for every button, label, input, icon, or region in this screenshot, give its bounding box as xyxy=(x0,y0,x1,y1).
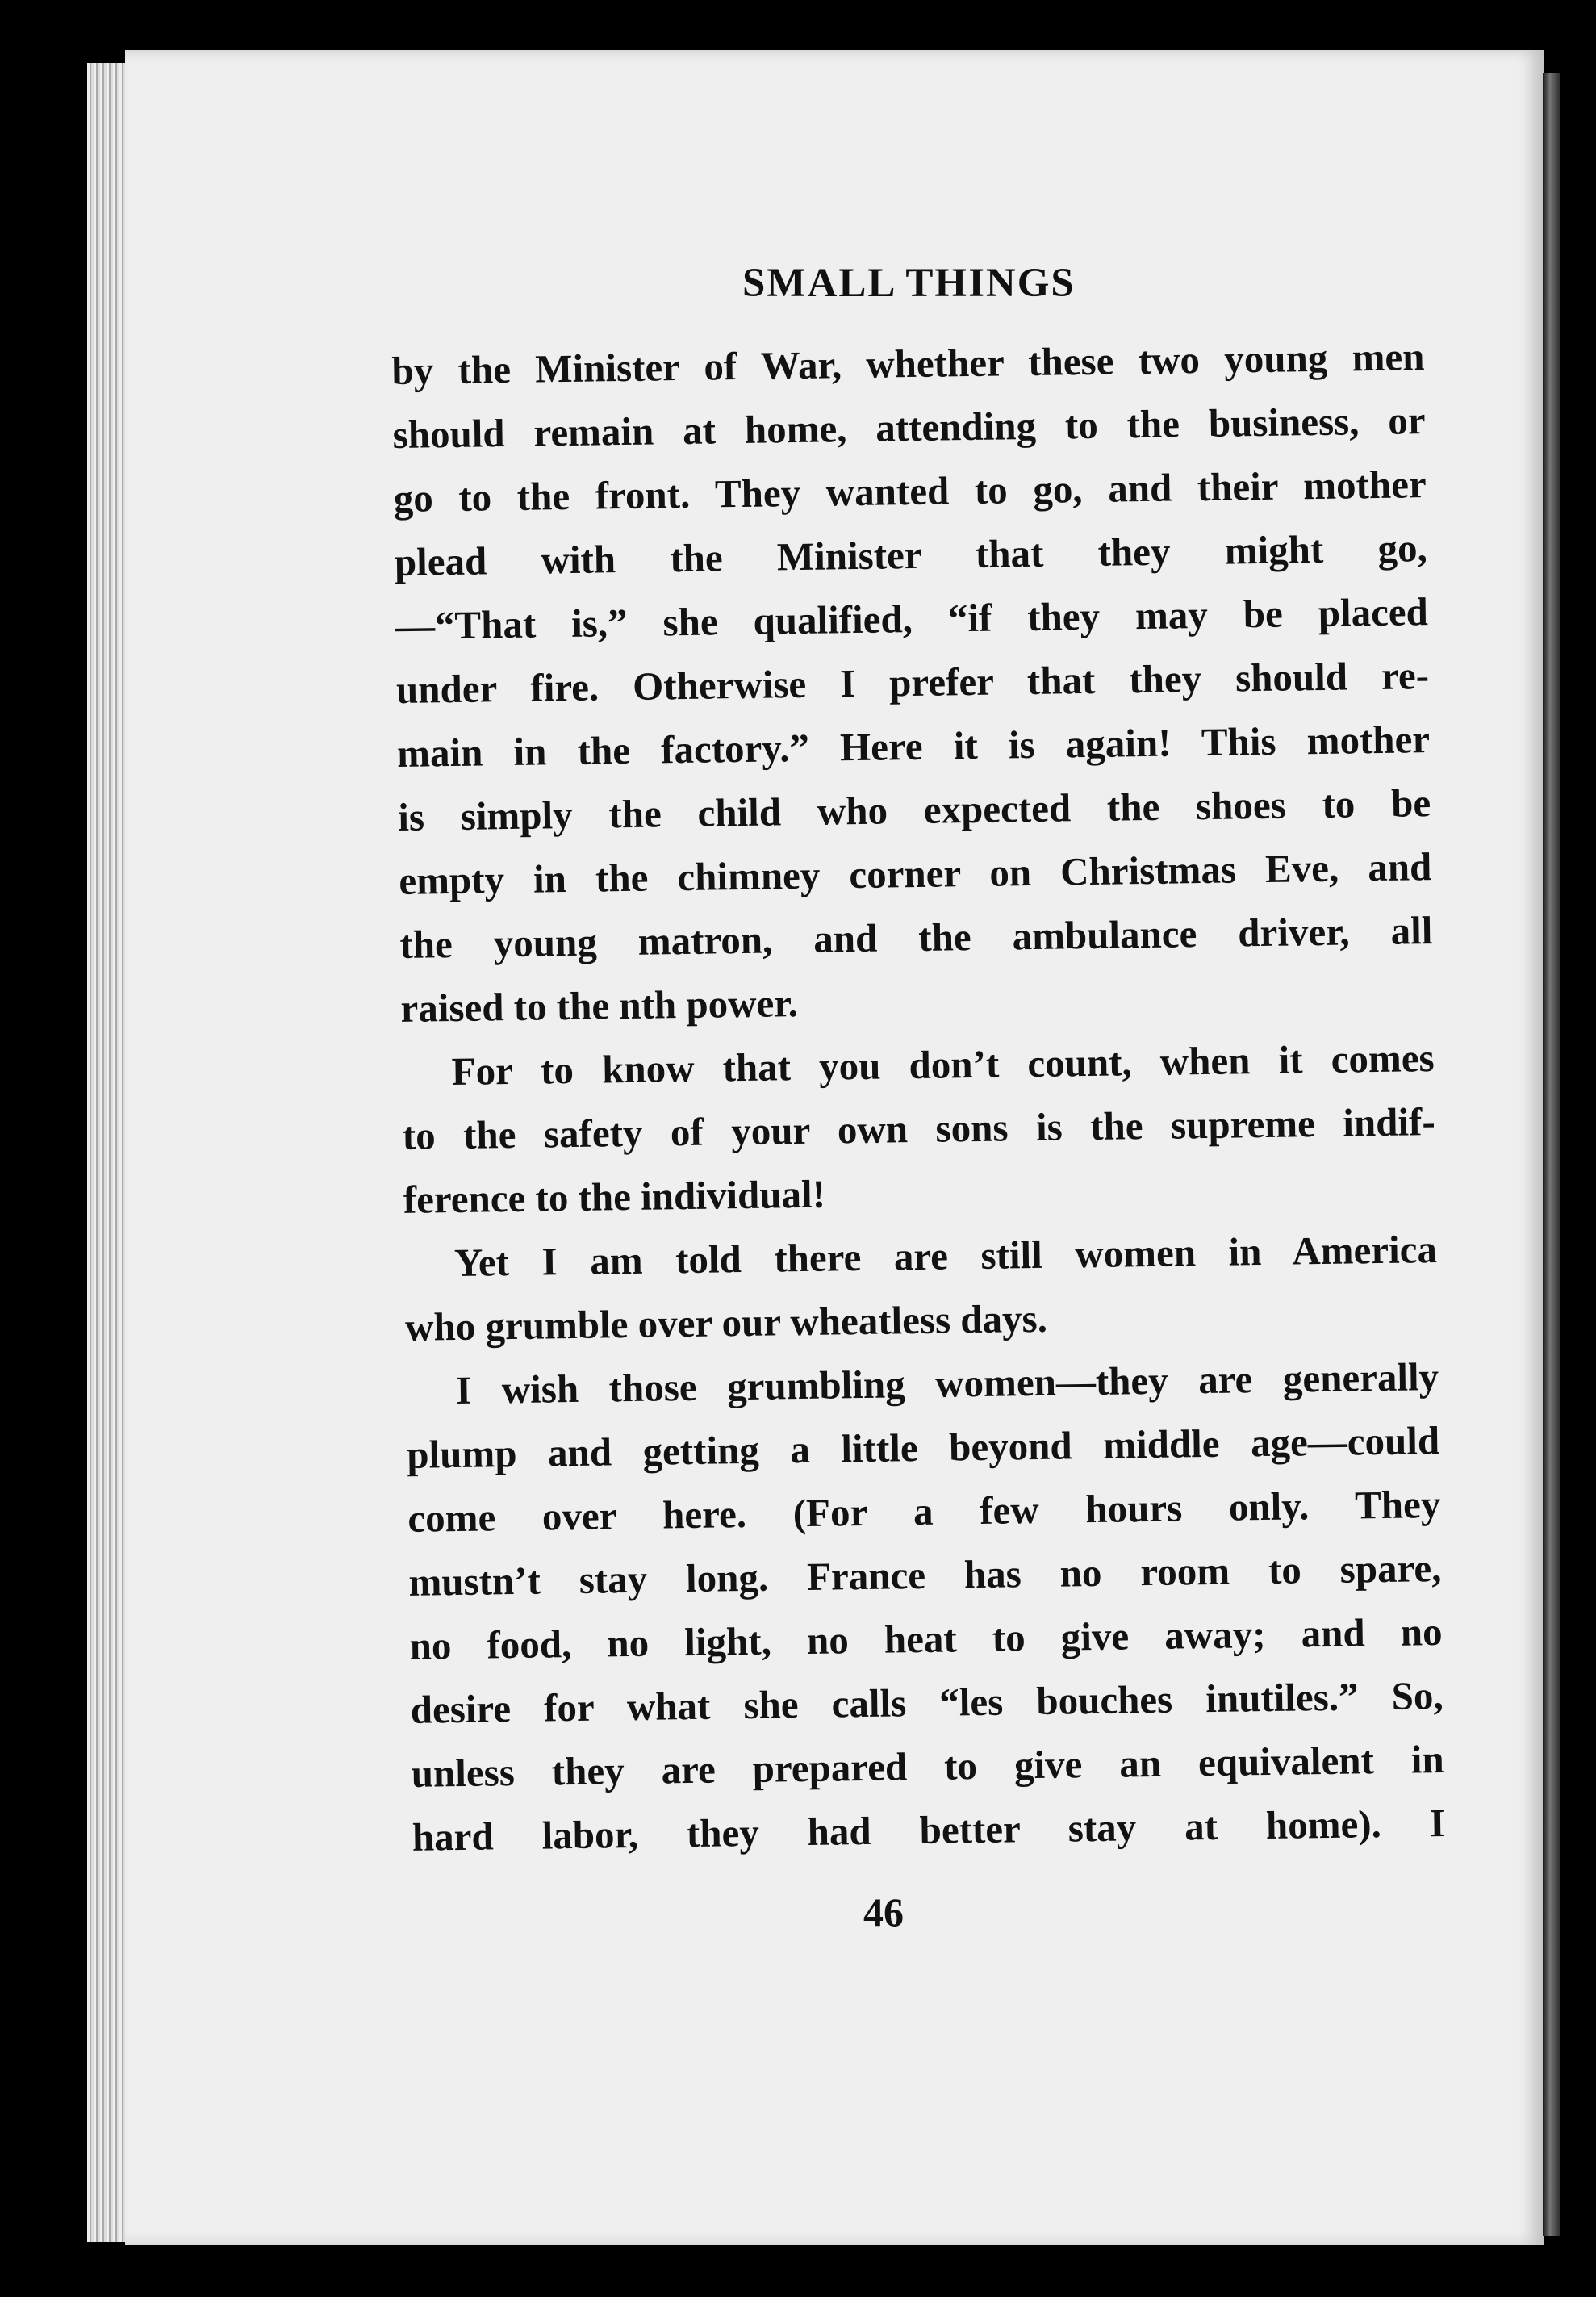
book-page-edges xyxy=(87,63,127,2242)
text-line: come over here. (For a few hours only. They xyxy=(407,1481,1441,1541)
running-header: SMALL THINGS xyxy=(742,261,1076,306)
text-line: raised to the nth power. xyxy=(400,981,799,1031)
text-line: is simply the child who expected the shoes to be xyxy=(397,780,1431,839)
text-line: under fire. Otherwise I prefer that they should re- xyxy=(395,653,1430,712)
body-text xyxy=(391,324,1445,1869)
text-line: hard labor, they had better stay at home). I xyxy=(412,1800,1446,1860)
text-line: main in the factory.” Here it is again! This mother xyxy=(396,717,1431,776)
text-line: plead with the Minister that they might go, xyxy=(394,525,1428,584)
text-line: go to the front. They wanted to go, and their mother xyxy=(393,462,1427,521)
text-line: mustn’t stay long. France has no room to spare, xyxy=(408,1545,1442,1605)
page-number: 46 xyxy=(863,1889,904,1935)
text-line: For to know that you don’t count, when it comes xyxy=(451,1036,1435,1094)
text-line: ference to the individual! xyxy=(403,1171,826,1222)
text-line: I wish those grumbling women—they are generally xyxy=(455,1354,1439,1413)
text-line: desire for what she calls “les bouches inutiles.” So, xyxy=(410,1672,1444,1732)
text-line: plump and getting a little beyond middle age—could xyxy=(406,1417,1440,1477)
text-line: the young matron, and the ambulance driver, all xyxy=(399,908,1433,967)
text-line: by the Minister of War, whether these two young men xyxy=(391,334,1425,393)
text-line: should remain at home, attending to the business, or xyxy=(392,398,1426,457)
text-line: —“That is,” she qualified, “if they may be placed xyxy=(395,589,1429,648)
page-binding-shadow xyxy=(1543,73,1560,2236)
text-line: empty in the chimney corner on Christmas Eve, and xyxy=(398,844,1432,903)
text-line: to the safety of your own sons is the supreme indif- xyxy=(402,1099,1436,1158)
text-line: who grumble over our wheatless days. xyxy=(404,1295,1048,1349)
text-line: Yet I am told there are still women in America xyxy=(453,1227,1438,1286)
text-line: unless they are prepared to give an equivalent in xyxy=(411,1736,1445,1796)
text-line: no food, no light, no heat to give away; and no xyxy=(409,1609,1443,1668)
